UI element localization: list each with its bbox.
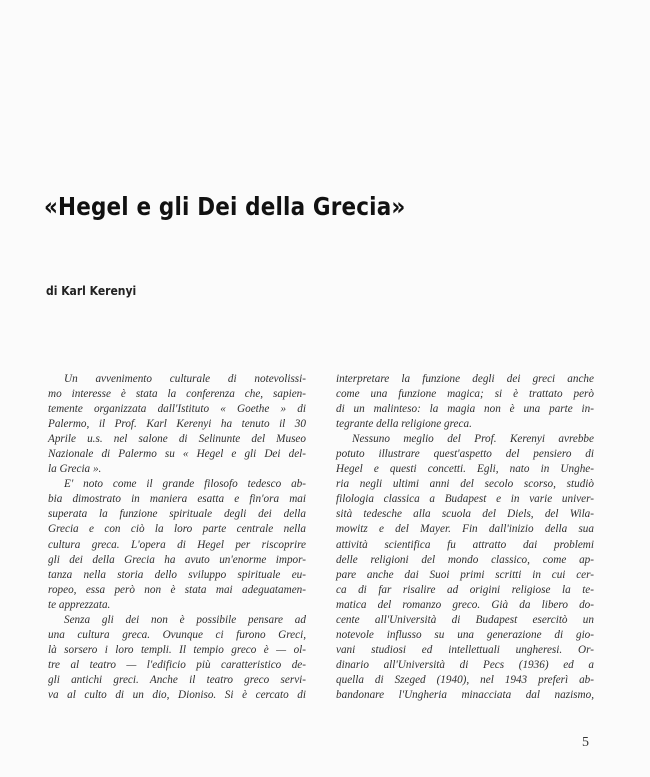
article-author: di Karl Kerenyi	[46, 284, 137, 298]
text-line: notevole influsso su una generazione di gio-	[336, 628, 594, 641]
text-line: Grecia e con ciò la loro parte centrale nella	[48, 523, 306, 536]
text-line: sità tedesche alla scuola del Diels, del Wila-	[336, 508, 594, 521]
text-line: superata la funzione spirituale degli dei della	[48, 508, 306, 521]
text-line: come una funzione magica; si è trattato però	[336, 388, 594, 401]
text-line: gli dei della Grecia ha avuto un'enorme impor-	[48, 553, 306, 566]
text-line: bandonare l'Ungheria minacciata dal nazismo,	[336, 688, 594, 701]
article-title: «Hegel e gli Dei della Grecia»	[44, 192, 406, 221]
text-line: Nessuno meglio del Prof. Kerenyi avrebbe	[352, 433, 594, 446]
text-line: matica del romanzo greco. Già da libero do-	[336, 598, 594, 611]
text-line: là sorsero i loro templi. Il tempio greco è — ol-	[48, 643, 306, 656]
text-line: ropeo, essa però non è stata mai adeguatamen-	[48, 583, 306, 596]
text-column-left	[48, 372, 306, 703]
text-line: va al culto di un dio, Dioniso. Si è cercato di	[48, 688, 306, 701]
text-line: potuto illustrare quest'aspetto del pensiero di	[336, 448, 594, 461]
text-line: Senza gli dei non è possibile pensare ad	[64, 613, 306, 626]
page-number: 5	[582, 735, 589, 750]
text-line: mo interesse è stata la conferenza che, sapien-	[48, 388, 306, 401]
text-line: interpretare la funzione degli dei greci anche	[336, 373, 594, 385]
text-line: te apprezzata.	[48, 598, 111, 611]
text-line: la Grecia ».	[48, 463, 102, 476]
text-line: ria negli ultimi anni del secolo scorso, studiò	[336, 478, 594, 491]
text-line: Hegel e questi concetti. Egli, nato in Unghe-	[336, 463, 594, 476]
text-line: Aprile u.s. nel salone di Selinunte del Museo	[48, 433, 306, 446]
text-line: tanza nella storia dello sviluppo spirituale eu-	[48, 568, 306, 581]
text-line: quella di Szeged (1940), nel 1943 preferì ab-	[336, 673, 594, 686]
text-line: cente all'Università di Budapest esercitò un	[336, 613, 594, 626]
text-line: cultura greca. L'opera di Hegel per riscoprire	[48, 538, 306, 551]
text-line: di un malinteso: la magia non è una parte in-	[336, 403, 594, 416]
text-line: mowitz e del Mayer. Fin dall'inizio della sua	[336, 523, 594, 536]
text-line: delle religioni del mondo classico, come ap-	[336, 553, 594, 566]
text-line: attività scientifica fu attratto dai problemi	[336, 538, 594, 551]
text-line: E' noto come il grande filosofo tedesco ab-	[64, 478, 306, 491]
text-line: dinario all'Università di Pecs (1936) ed a	[336, 658, 594, 671]
text-line: bia dimostrato in maniera esatta e fin'ora mai	[48, 493, 306, 506]
text-line: Palermo, il Prof. Karl Kerenyi ha tenuto il 30	[48, 418, 306, 431]
text-line: tre al teatro — l'edificio più caratteristico de-	[48, 658, 306, 671]
text-line: una cultura greca. Ovunque ci furono Greci,	[48, 628, 306, 641]
text-line: Nazionale di Palermo su « Hegel e gli Dei del-	[48, 448, 306, 461]
text-line: ca di far risalire ad origini religiose la te-	[336, 583, 594, 596]
text-line: filologia classica a Budapest e in varie univer-	[336, 493, 594, 506]
text-line: pare anche dai Suoi primi scritti in cui cer-	[336, 568, 594, 581]
text-line: gli antichi greci. Anche il teatro greco servi-	[48, 673, 306, 686]
text-line: vani studiosi ed intellettuali ungheresi. Or-	[336, 643, 594, 656]
text-line: tegrante della religione greca.	[336, 418, 472, 431]
text-line: Un avvenimento culturale di notevolissi-	[64, 373, 306, 385]
text-line: temente organizzata dall'Istituto « Goethe » di	[48, 403, 306, 416]
text-column-right	[336, 372, 594, 703]
